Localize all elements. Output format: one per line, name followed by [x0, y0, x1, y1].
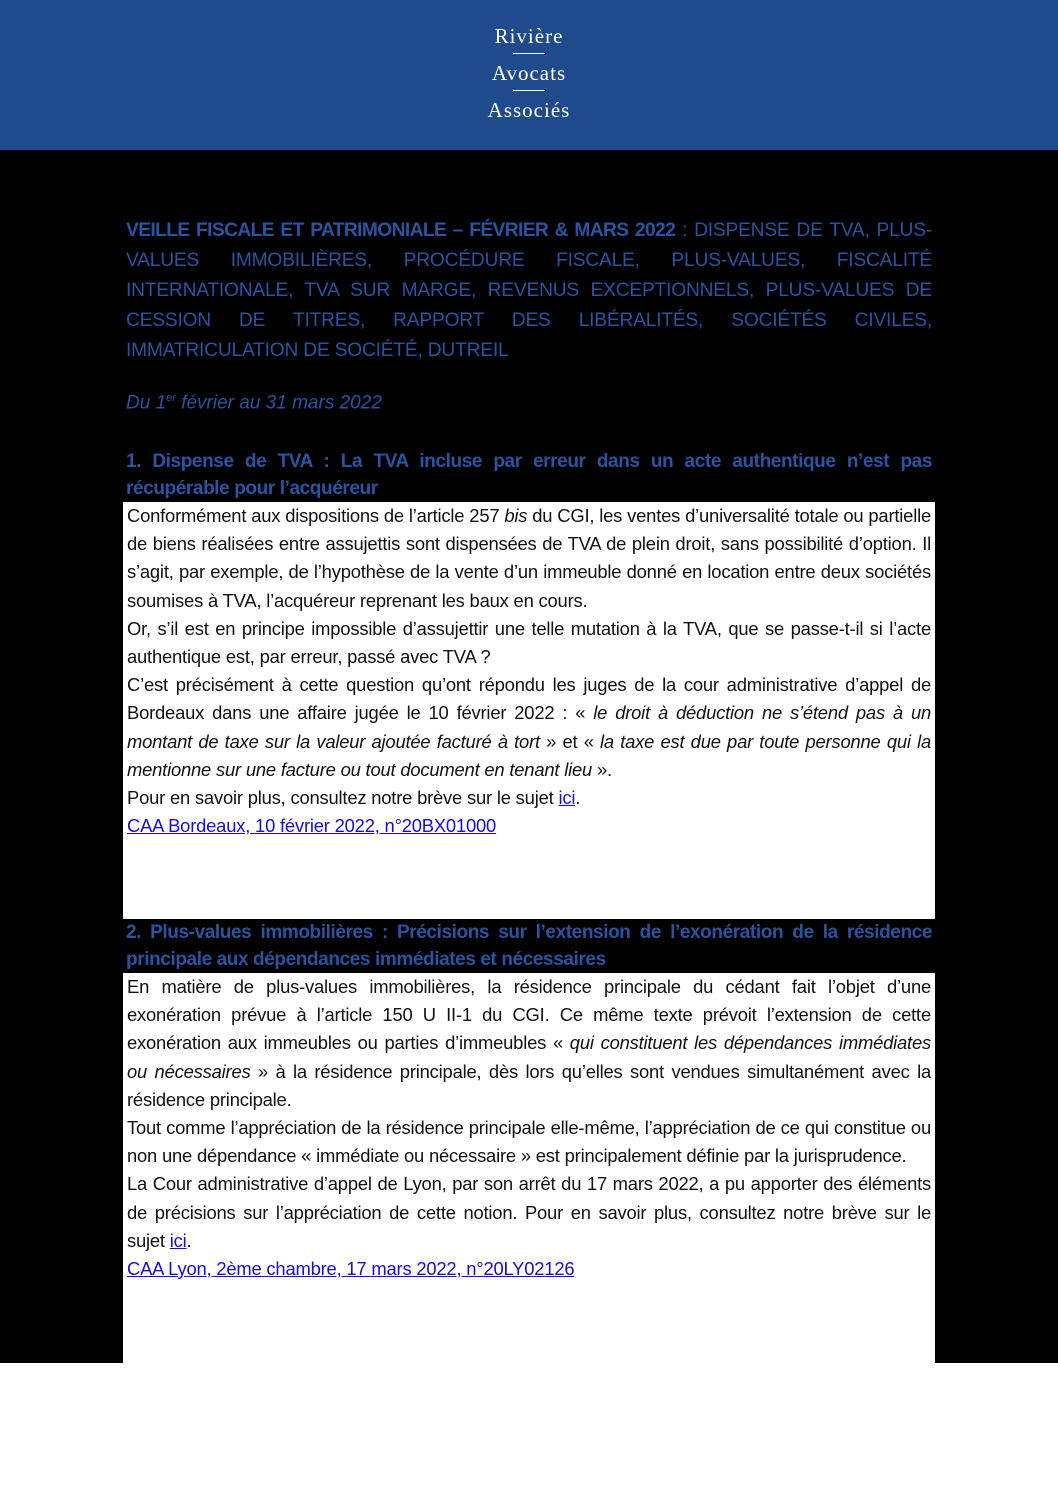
- section-1-paragraph: Or, s’il est en principe impossible d’assujettir une telle mutation à la TVA, que se passe-t-il si l’acte authentique est, par erreur, passé avec TVA ?: [127, 617, 931, 668]
- text: du CGI, les ventes d’universalité totale ou partielle de biens réalisées entre assujettis sont dispensées de TVA de plein droit, sans possibilité d’option. Il s’agit, par exemple, de l’hypothèse de la vente d’un immeuble donné en location entre deux sociétés soumises à TVA, l’acquéreur reprenant les baux en cours.: [127, 505, 931, 611]
- ici-link[interactable]: ici: [169, 1229, 187, 1251]
- section-1-paragraph: [123, 784, 935, 812]
- caa-lyon-link[interactable]: CAA Lyon, 2ème chambre, 17 mars 2022, n°20LY02126: [127, 1258, 575, 1280]
- logo-line-3: Associés: [487, 98, 571, 122]
- text: ».: [592, 758, 612, 780]
- logo-line-2: Avocats: [491, 61, 567, 85]
- title-topics: : DISPENSE DE TVA, PLUS-VALUES IMMOBILIÈRES, PROCÉDURE FISCALE, PLUS-VALUES, FISCALITÉ INTERNATIONALE, TVA SUR MARGE, REVENUS EXCEPTIONNELS, PLUS-VALUES DE CESSION DE TITRES, RAPPORT DES LIBÉRALITÉS, SOCIÉTÉS CIVILES, IMMATRICULATION DE SOCIÉTÉ, DUTREIL: [126, 220, 933, 361]
- logo-divider: [513, 53, 545, 54]
- quote-italic: la taxe est due par toute personne qui la mentionne sur une facture ou tout document en tenant lieu: [127, 730, 931, 780]
- title-bold: VEILLE FISCALE ET PATRIMONIALE – FÉVRIER & MARS 2022: [126, 220, 676, 241]
- section-2-reference: [123, 1255, 935, 1283]
- text: » à la résidence principale, dès lors qu’elles sont vendues simultanément avec la résidence principale.: [127, 1060, 931, 1110]
- date-range: [126, 392, 382, 414]
- text: Pour en savoir plus, consultez notre brève sur le sujet: [127, 787, 559, 809]
- text-italic: bis: [504, 505, 528, 526]
- section-2-paragraph: Tout comme l’appréciation de la résidence principale elle-même, l’appréciation de ce qui constitue ou non une dépendance « immédiate ou nécessaire » est principalement définie par la jurisprudence.: [127, 1117, 931, 1167]
- section-1-heading: 1. Dispense de TVA : La TVA incluse par erreur dans un acte authentique n’est pas récupérable pour l’acquéreur: [126, 451, 932, 499]
- firm-logo: [0, 24, 1058, 122]
- logo-line-1: Rivière: [494, 24, 564, 48]
- section-1-body: [123, 502, 935, 919]
- text: La Cour administrative d’appel de Lyon, par son arrêt du 17 mars 2022, a pu apporter des éléments de précisions sur l’appréciation de cette notion. Pour en savoir plus, consultez notre brève sur le sujet: [127, 1173, 931, 1251]
- quote-italic: qui constituent les dépendances immédiates ou nécessaires: [127, 1032, 931, 1082]
- text: Conformément aux dispositions de l’article 257: [127, 505, 505, 526]
- text: En matière de plus-values immobilières, la résidence principale du cédant fait l’objet d’une exonération prévue à l’article 150 U II-1 du CGI. Ce même texte prévoit l’extension de cette exonération aux immeubles ou parties d’immeubles «: [127, 976, 931, 1054]
- logo-divider: [513, 90, 545, 91]
- section-2-paragraph: [123, 973, 935, 1114]
- text: » et «: [539, 730, 601, 752]
- text: C’est précisément à cette question qu’ont répondu les juges de la cour administrative d’appel de Bordeaux dans une affaire jugée le 10 février 2022 : «: [127, 674, 931, 724]
- section-1-paragraph: [123, 502, 935, 615]
- quote-italic: le droit à déduction ne s’étend pas à un montant de taxe sur la valeur ajoutée facturé à tort: [127, 702, 932, 752]
- text: .: [575, 787, 581, 809]
- section-2-heading: 2. Plus-values immobilières : Précisions sur l’extension de l’exonération de la résidence principale aux dépendances immédiates et nécessaires: [126, 922, 932, 970]
- caa-bordeaux-link[interactable]: CAA Bordeaux, 10 février 2022, n°20BX01000: [127, 815, 497, 837]
- section-2-paragraph: [123, 1170, 935, 1255]
- section-2-body: [123, 973, 935, 1363]
- document-title: [126, 216, 932, 366]
- date-prefix: Du 1: [126, 392, 167, 414]
- ici-link[interactable]: ici: [558, 787, 576, 809]
- header-banner: [0, 0, 1058, 150]
- date-suffix: février au 31 mars 2022: [175, 392, 382, 414]
- date-sup: er: [166, 392, 176, 404]
- section-1-reference: [123, 812, 935, 840]
- text: .: [186, 1229, 192, 1251]
- section-1-paragraph: [123, 671, 935, 784]
